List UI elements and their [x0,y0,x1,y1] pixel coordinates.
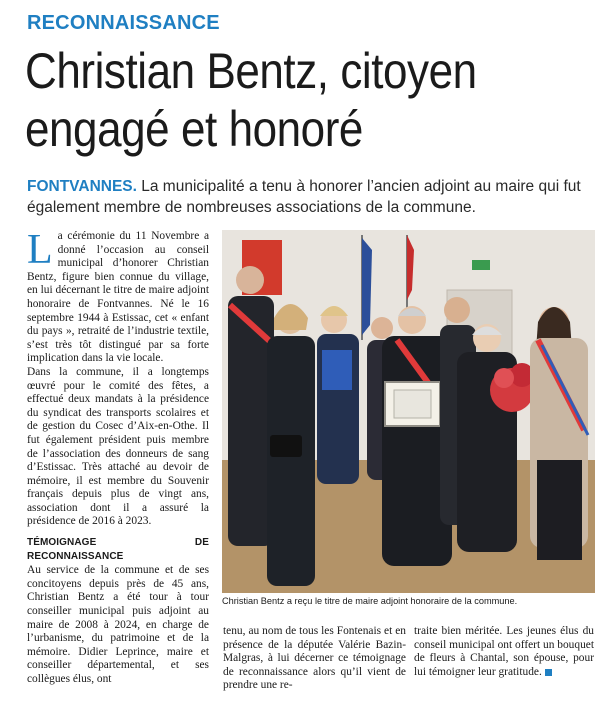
article-kicker: RECONNAISSANCE [27,12,220,34]
column-3 [414,625,594,679]
column-3-text: traite bien méritée. Les jeunes élus du conseil municipal ont offert un bouquet de fleurs à Chantal, son épouse, pour lui témoigner leur gratitude. [414,625,594,678]
column-2-text: tenu, au nom de tous les Fontenais et en présence de la députée Valérie Bazin-Malgras, à lui décerner ce témoignage de reconnaissance alors qu’il vient de prendre une re- [223,625,406,692]
lede-place: FONTVANNES. [27,178,137,195]
article-lede [27,176,597,218]
paragraph-1 [27,227,209,366]
section-subheading: TÉMOIGNAGE DE RECONNAISSANCE [27,537,209,562]
column-2 [223,625,406,693]
photo-caption: Christian Bentz a reçu le titre de maire adjoint honoraire de la commune. [222,596,518,606]
article-headline: Christian Bentz, citoyen engagé et honoré [25,43,477,157]
ceremony-photo-illustration [222,230,595,593]
column-1 [27,227,209,687]
drop-cap: L [27,227,53,273]
lede-text: La municipalité a tenu à honorer l’ancien adjoint au maire qui fut également membre de nombreuses associations de la commune. [27,178,581,216]
end-of-article-mark [545,669,552,676]
paragraph-2: Dans la commune, il a longtemps œuvré pour le comité des fêtes, a effectué deux mandats à la présidence du syndicat des transports scolaires et de gestion du Cosec d’Aix-en-Othe. Il fut également président puis membre de l’association des donneurs de sang d’Estissac. Très attaché au devoir de mémoire, il est membre du Souvenir français depuis plus de vingt ans, association dont il a assuré la présidence de 2016 à 2023. [27,365,209,528]
paragraph-1-text: a cérémonie du 11 Novembre a donné l’occasion au conseil municipal d’honorer Christian Bentz, figure bien connue du village, en lui décernant le titre de maire adjoint honoraire de Fontvannes. Né le 16 septembre 1944 à Estissac, cet « enfant du pays », retraité de l’industrie textile, s’est très tôt distingué par sa forte implication dans la vie locale. [27,230,209,365]
ceremony-photo [222,230,595,593]
paragraph-3: Au service de la commune et de ses concitoyens depuis près de 45 ans, Christian Bentz a été tour à tour conseiller municipal puis adjoint au maire de 2008 à 2024, en charge de l’urbanisme, du patrimoine et de la mémoire. Didier Leprince, maire et conseiller départemental, et ses collègues élus, ont [27,564,209,685]
